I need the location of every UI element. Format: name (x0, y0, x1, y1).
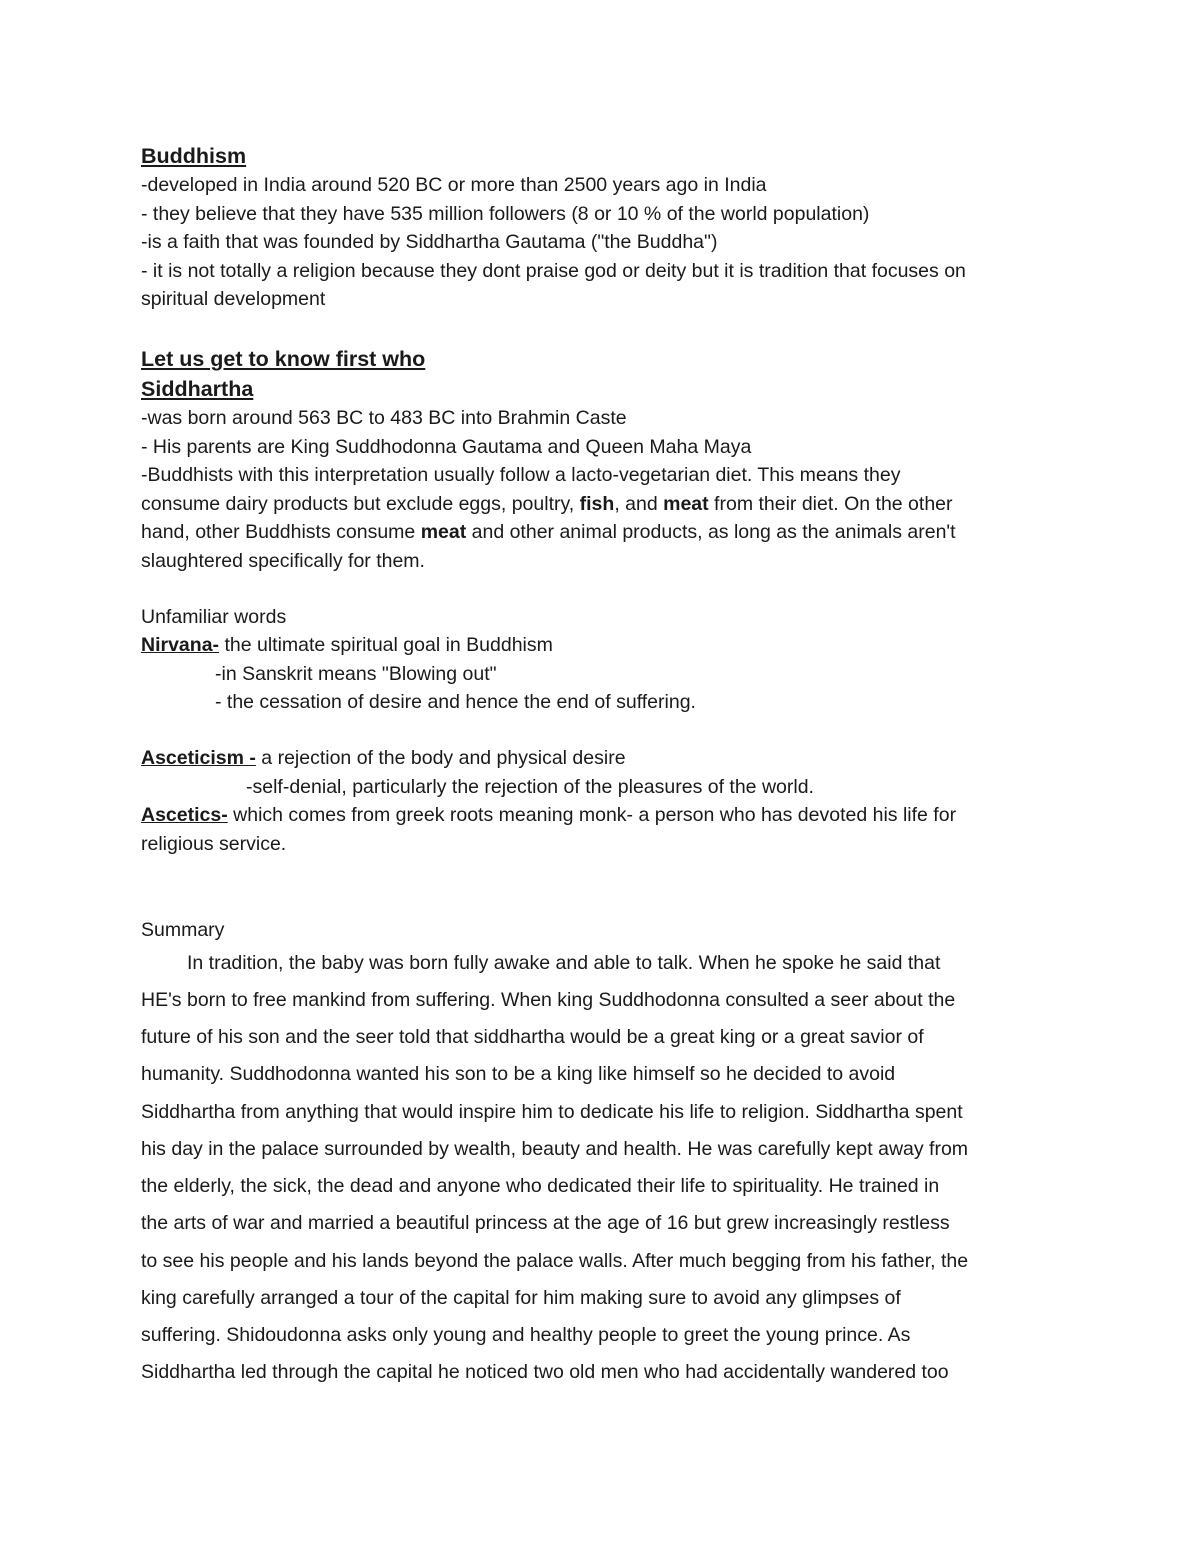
summary-line: HE's born to free mankind from suffering. When king Suddhodonna consulted a seer about the (141, 989, 956, 1012)
nirvana-definition (141, 631, 1071, 660)
buddhism-heading: Buddhism (141, 144, 247, 168)
spacer (141, 858, 1071, 916)
spacer (141, 576, 1071, 603)
buddhism-line: - they believe that they have 535 million followers (8 or 10 % of the world population) (141, 202, 870, 225)
siddhartha-line: -Buddhists with this interpretation usually follow a lacto-vegetarian diet. This means they (141, 464, 901, 487)
nirvana-sub-line: - the cessation of desire and hence the end of suffering. (215, 691, 696, 714)
buddhism-line: - it is not totally a religion because they dont praise god or deity but it is tradition that focuses on (141, 259, 966, 282)
bold-word-meat: meat (663, 492, 709, 515)
ascetics-term: Ascetics- (141, 804, 228, 827)
text-run: hand, other Buddhists consume (141, 521, 421, 544)
summary-title: Summary (141, 919, 225, 942)
bold-word-fish: fish (579, 492, 615, 515)
summary-body (141, 945, 1071, 1391)
summary-line: the arts of war and married a beautiful princess at the age of 16 but grew increasingly restless (141, 1212, 950, 1235)
summary-line: Siddhartha from anything that would inspire him to dedicate his life to religion. Siddhartha spent (141, 1100, 963, 1123)
buddhism-line: -developed in India around 520 BC or more than 2500 years ago in India (141, 174, 767, 196)
ascetics-def-continued: religious service. (141, 832, 287, 855)
siddhartha-line: slaughtered specifically for them. (141, 549, 425, 572)
asceticism-term: Asceticism - (141, 746, 256, 769)
siddhartha-heading-line1: Let us get to know first who (141, 346, 426, 371)
text-run: consume dairy products but exclude eggs, poultry, (141, 492, 580, 515)
text-run: from their diet. On the other (708, 492, 953, 515)
summary-line: to see his people and his lands beyond the palace walls. After much begging from his father, the (141, 1249, 969, 1272)
summary-line: future of his son and the seer told that siddhartha would be a great king or a great savior of (141, 1026, 924, 1049)
siddhartha-line: - His parents are King Suddhodonna Gautama and Queen Maha Maya (141, 435, 752, 458)
siddhartha-heading-line2: Siddhartha (141, 376, 254, 401)
nirvana-term: Nirvana- (141, 634, 220, 657)
text-run: , and (614, 492, 664, 515)
summary-line: Siddhartha led through the capital he noticed two old men who had accidentally wandered too (141, 1361, 949, 1384)
summary-line: king carefully arranged a tour of the capital for him making sure to avoid any glimpses of (141, 1286, 901, 1309)
text-run: and other animal products, as long as the animals aren't (466, 521, 956, 544)
summary-line: the elderly, the sick, the dead and anyone who dedicated their life to spirituality. He trained in (141, 1175, 940, 1198)
siddhartha-line (141, 490, 1071, 519)
ascetics-def: which comes from greek roots meaning monk- a person who has devoted his life for (227, 804, 957, 827)
nirvana-def: the ultimate spiritual goal in Buddhism (219, 634, 553, 657)
unfamiliar-words-title: Unfamiliar words (141, 605, 287, 628)
spacer (141, 717, 1071, 744)
asceticism-sub-line: -self-denial, particularly the rejection of the pleasures of the world. (246, 775, 814, 798)
siddhartha-line: -was born around 563 BC to 483 BC into Brahmin Caste (141, 406, 627, 429)
summary-line: humanity. Suddhodonna wanted his son to be a king like himself so he decided to avoid (141, 1063, 896, 1086)
nirvana-sub-line: -in Sanskrit means "Blowing out" (215, 662, 497, 685)
asceticism-definition (141, 744, 1071, 773)
document-page (141, 141, 1071, 1391)
ascetics-definition (141, 801, 1071, 830)
summary-line: In tradition, the baby was born fully awake and able to talk. When he spoke he said that (187, 951, 941, 974)
summary-line: his day in the palace surrounded by wealth, beauty and health. He was carefully kept away from (141, 1137, 969, 1160)
siddhartha-line (141, 518, 1071, 547)
buddhism-line: spiritual development (141, 288, 326, 311)
buddhism-line: -is a faith that was founded by Siddhartha Gautama ("the Buddha") (141, 231, 718, 254)
asceticism-def: a rejection of the body and physical desire (255, 746, 626, 769)
summary-line: suffering. Shidoudonna asks only young and healthy people to greet the young prince. As (141, 1323, 911, 1346)
bold-word-meat: meat (420, 521, 467, 544)
spacer (141, 314, 1071, 344)
